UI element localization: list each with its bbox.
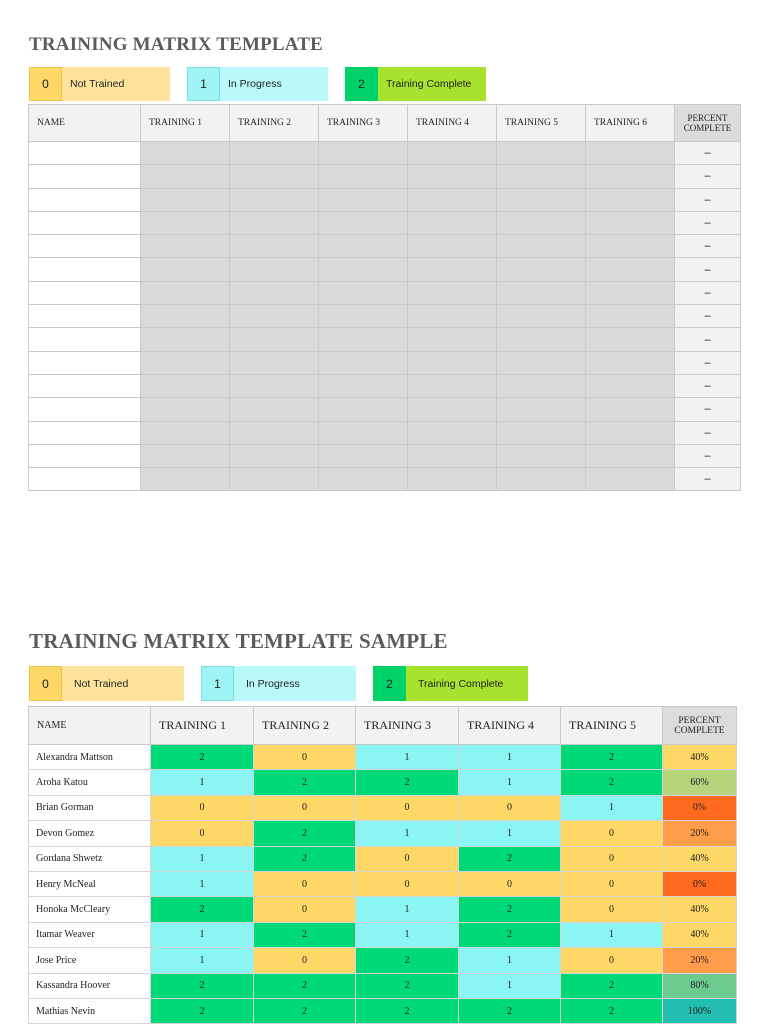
percent-complete-cell: 20% [663, 948, 737, 973]
training-2-cell[interactable] [230, 398, 319, 421]
training-4-cell[interactable] [408, 235, 497, 258]
percent-complete-cell: – [675, 165, 741, 188]
training-3-cell: 1 [356, 821, 459, 846]
training-3-cell[interactable] [319, 165, 408, 188]
training-3-cell[interactable] [319, 211, 408, 234]
training-6-cell[interactable] [586, 305, 675, 328]
sample-matrix-table [28, 706, 737, 1024]
percent-complete-cell: 0% [663, 871, 737, 896]
training-2-cell[interactable] [230, 211, 319, 234]
percent-complete-cell: – [675, 258, 741, 281]
training-5-cell: 1 [561, 922, 663, 947]
training-1-cell: 2 [151, 897, 254, 922]
training-4-cell[interactable] [408, 328, 497, 351]
training-1-cell[interactable] [141, 281, 230, 304]
training-2-cell[interactable] [230, 235, 319, 258]
legend-value: 0 [29, 67, 62, 101]
percent-complete-cell: – [675, 328, 741, 351]
legend-label: Training Complete [406, 666, 528, 701]
column-header-percent-complete: PERCENT COMPLETE [675, 105, 741, 142]
training-4-cell: 2 [459, 846, 561, 871]
name-cell: Alexandra Mattson [29, 745, 151, 770]
name-cell[interactable] [29, 421, 141, 444]
table-row [29, 258, 741, 281]
name-cell: Kassandra Hoover [29, 973, 151, 998]
training-1-cell: 1 [151, 871, 254, 896]
training-6-cell[interactable] [586, 281, 675, 304]
template-title: TRAINING MATRIX TEMPLATE [29, 34, 324, 55]
training-2-cell: 2 [254, 770, 356, 795]
training-5-cell[interactable] [497, 328, 586, 351]
sample-title: TRAINING MATRIX TEMPLATE SAMPLE [29, 629, 448, 653]
training-2-cell: 0 [254, 948, 356, 973]
training-1-cell: 2 [151, 973, 254, 998]
training-2-cell: 0 [254, 897, 356, 922]
name-cell: Jose Price [29, 948, 151, 973]
name-cell[interactable] [29, 165, 141, 188]
training-5-cell[interactable] [497, 211, 586, 234]
training-2-cell[interactable] [230, 305, 319, 328]
training-1-cell: 1 [151, 948, 254, 973]
training-5-cell: 1 [561, 795, 663, 820]
training-2-cell[interactable] [230, 258, 319, 281]
legend-training-complete [373, 666, 528, 701]
name-cell[interactable] [29, 351, 141, 374]
training-4-cell[interactable] [408, 142, 497, 165]
training-4-cell[interactable] [408, 374, 497, 397]
training-1-cell: 2 [151, 998, 254, 1023]
training-2-cell: 2 [254, 998, 356, 1023]
legend-value: 2 [373, 666, 406, 701]
training-5-cell[interactable] [497, 421, 586, 444]
training-5-cell[interactable] [497, 374, 586, 397]
column-header-name: NAME [29, 105, 141, 142]
table-row [29, 351, 741, 374]
name-cell[interactable] [29, 235, 141, 258]
training-6-cell[interactable] [586, 211, 675, 234]
training-2-cell[interactable] [230, 188, 319, 211]
table-row [29, 770, 737, 795]
column-header-name: NAME [29, 707, 151, 745]
name-cell: Brian Gorman [29, 795, 151, 820]
training-1-cell: 1 [151, 922, 254, 947]
column-header-training-3: TRAINING 3 [356, 707, 459, 745]
training-6-cell[interactable] [586, 398, 675, 421]
training-3-cell[interactable] [319, 351, 408, 374]
training-4-cell: 1 [459, 821, 561, 846]
training-4-cell[interactable] [408, 281, 497, 304]
training-6-cell[interactable] [586, 468, 675, 491]
training-4-cell: 1 [459, 770, 561, 795]
training-3-cell: 2 [356, 948, 459, 973]
training-5-cell: 2 [561, 745, 663, 770]
training-4-cell[interactable] [408, 258, 497, 281]
percent-complete-cell: 40% [663, 922, 737, 947]
training-6-cell[interactable] [586, 374, 675, 397]
training-6-cell[interactable] [586, 235, 675, 258]
name-cell: Itamar Weaver [29, 922, 151, 947]
legend-not-trained [29, 67, 170, 101]
training-5-cell[interactable] [497, 188, 586, 211]
training-1-cell[interactable] [141, 305, 230, 328]
percent-complete-cell: – [675, 305, 741, 328]
name-cell[interactable] [29, 281, 141, 304]
legend-value: 1 [187, 67, 220, 101]
percent-complete-cell: 100% [663, 998, 737, 1023]
training-1-cell[interactable] [141, 421, 230, 444]
training-3-cell[interactable] [319, 188, 408, 211]
table-row [29, 188, 741, 211]
training-6-cell[interactable] [586, 328, 675, 351]
training-1-cell: 2 [151, 745, 254, 770]
name-cell[interactable] [29, 142, 141, 165]
legend-label: In Progress [234, 666, 356, 701]
training-3-cell: 1 [356, 745, 459, 770]
name-cell: Aroha Katou [29, 770, 151, 795]
training-2-cell: 2 [254, 821, 356, 846]
table-header-row [29, 105, 741, 142]
table-row [29, 305, 741, 328]
training-1-cell[interactable] [141, 188, 230, 211]
training-1-cell: 0 [151, 821, 254, 846]
legend-label: In Progress [220, 67, 328, 101]
column-header-training-2: TRAINING 2 [254, 707, 356, 745]
training-2-cell[interactable] [230, 444, 319, 467]
name-cell[interactable] [29, 468, 141, 491]
table-row [29, 398, 741, 421]
legend-value: 2 [345, 67, 378, 101]
training-1-cell[interactable] [141, 444, 230, 467]
percent-complete-cell: – [675, 444, 741, 467]
column-header-training-1: TRAINING 1 [151, 707, 254, 745]
table-row [29, 281, 741, 304]
training-6-cell[interactable] [586, 188, 675, 211]
training-2-cell: 0 [254, 745, 356, 770]
legend-not-trained [29, 666, 184, 701]
column-header-training-4: TRAINING 4 [459, 707, 561, 745]
table-row [29, 328, 741, 351]
training-3-cell[interactable] [319, 281, 408, 304]
training-3-cell[interactable] [319, 235, 408, 258]
training-5-cell: 2 [561, 973, 663, 998]
training-3-cell[interactable] [319, 421, 408, 444]
column-header-training-4: TRAINING 4 [408, 105, 497, 142]
training-3-cell[interactable] [319, 305, 408, 328]
training-1-cell[interactable] [141, 351, 230, 374]
training-4-cell: 2 [459, 998, 561, 1023]
legend-label: Not Trained [62, 666, 184, 701]
table-row [29, 374, 741, 397]
training-5-cell[interactable] [497, 398, 586, 421]
training-5-cell: 2 [561, 998, 663, 1023]
training-1-cell: 1 [151, 846, 254, 871]
table-row [29, 165, 741, 188]
table-row [29, 897, 737, 922]
training-6-cell[interactable] [586, 165, 675, 188]
training-5-cell: 0 [561, 846, 663, 871]
training-6-cell[interactable] [586, 142, 675, 165]
training-4-cell[interactable] [408, 165, 497, 188]
name-cell[interactable] [29, 305, 141, 328]
training-5-cell: 0 [561, 948, 663, 973]
training-3-cell: 1 [356, 897, 459, 922]
training-4-cell[interactable] [408, 468, 497, 491]
column-header-training-3: TRAINING 3 [319, 105, 408, 142]
training-4-cell: 1 [459, 745, 561, 770]
name-cell: Gordana Shwetz [29, 846, 151, 871]
training-5-cell[interactable] [497, 468, 586, 491]
training-4-cell: 0 [459, 795, 561, 820]
training-5-cell: 2 [561, 770, 663, 795]
training-1-cell[interactable] [141, 258, 230, 281]
training-4-cell: 0 [459, 871, 561, 896]
table-row [29, 421, 741, 444]
table-header-row [29, 707, 737, 745]
training-5-cell: 0 [561, 897, 663, 922]
legend-label: Not Trained [62, 67, 170, 101]
name-cell[interactable] [29, 328, 141, 351]
training-2-cell[interactable] [230, 142, 319, 165]
training-2-cell[interactable] [230, 351, 319, 374]
percent-complete-cell: – [675, 351, 741, 374]
training-3-cell[interactable] [319, 444, 408, 467]
training-4-cell[interactable] [408, 421, 497, 444]
training-3-cell: 2 [356, 770, 459, 795]
training-1-cell: 1 [151, 770, 254, 795]
training-5-cell[interactable] [497, 165, 586, 188]
percent-complete-cell: – [675, 142, 741, 165]
percent-complete-cell: – [675, 211, 741, 234]
training-3-cell[interactable] [319, 258, 408, 281]
table-row [29, 444, 741, 467]
training-2-cell[interactable] [230, 468, 319, 491]
training-1-cell: 0 [151, 795, 254, 820]
percent-complete-cell: – [675, 235, 741, 258]
template-matrix-table [28, 104, 741, 491]
percent-complete-cell: 40% [663, 846, 737, 871]
name-cell: Honoka McCleary [29, 897, 151, 922]
training-6-cell[interactable] [586, 444, 675, 467]
percent-complete-cell: – [675, 468, 741, 491]
name-cell[interactable] [29, 374, 141, 397]
training-5-cell[interactable] [497, 235, 586, 258]
training-3-cell: 0 [356, 871, 459, 896]
training-1-cell[interactable] [141, 142, 230, 165]
training-5-cell[interactable] [497, 258, 586, 281]
column-header-training-6: TRAINING 6 [586, 105, 675, 142]
training-5-cell[interactable] [497, 444, 586, 467]
training-2-cell[interactable] [230, 374, 319, 397]
table-row [29, 998, 737, 1023]
training-1-cell[interactable] [141, 374, 230, 397]
training-3-cell[interactable] [319, 142, 408, 165]
training-5-cell: 0 [561, 821, 663, 846]
table-row [29, 142, 741, 165]
training-5-cell: 0 [561, 871, 663, 896]
name-cell: Devon Gomez [29, 821, 151, 846]
training-1-cell[interactable] [141, 165, 230, 188]
training-2-cell: 2 [254, 922, 356, 947]
training-4-cell[interactable] [408, 398, 497, 421]
training-1-cell[interactable] [141, 211, 230, 234]
training-3-cell: 1 [356, 922, 459, 947]
training-3-cell: 2 [356, 998, 459, 1023]
percent-complete-cell: 60% [663, 770, 737, 795]
column-header-percent-complete: PERCENT COMPLETE [663, 707, 737, 745]
training-2-cell[interactable] [230, 421, 319, 444]
percent-complete-cell: 40% [663, 745, 737, 770]
training-4-cell: 2 [459, 922, 561, 947]
training-2-cell: 0 [254, 871, 356, 896]
training-2-cell: 2 [254, 973, 356, 998]
training-3-cell[interactable] [319, 468, 408, 491]
training-5-cell[interactable] [497, 351, 586, 374]
training-3-cell: 0 [356, 846, 459, 871]
table-row [29, 745, 737, 770]
percent-complete-cell: 40% [663, 897, 737, 922]
percent-complete-cell: – [675, 374, 741, 397]
legend-value: 0 [29, 666, 62, 701]
column-header-training-1: TRAINING 1 [141, 105, 230, 142]
table-row [29, 922, 737, 947]
table-row [29, 948, 737, 973]
training-4-cell[interactable] [408, 305, 497, 328]
name-cell: Mathias Nevin [29, 998, 151, 1023]
percent-complete-cell: 80% [663, 973, 737, 998]
table-row [29, 846, 737, 871]
percent-complete-cell: – [675, 281, 741, 304]
training-6-cell[interactable] [586, 421, 675, 444]
training-4-cell: 2 [459, 897, 561, 922]
training-4-cell[interactable] [408, 188, 497, 211]
name-cell[interactable] [29, 258, 141, 281]
legend-in-progress [201, 666, 356, 701]
training-4-cell[interactable] [408, 444, 497, 467]
training-1-cell[interactable] [141, 398, 230, 421]
legend-label: Training Complete [378, 67, 486, 101]
training-4-cell[interactable] [408, 211, 497, 234]
training-1-cell[interactable] [141, 235, 230, 258]
training-3-cell[interactable] [319, 374, 408, 397]
training-6-cell[interactable] [586, 258, 675, 281]
table-row [29, 973, 737, 998]
name-cell: Henry McNeal [29, 871, 151, 896]
training-5-cell[interactable] [497, 305, 586, 328]
table-row [29, 468, 741, 491]
table-row [29, 211, 741, 234]
percent-complete-cell: 0% [663, 795, 737, 820]
training-4-cell[interactable] [408, 351, 497, 374]
legend-value: 1 [201, 666, 234, 701]
training-2-cell: 2 [254, 846, 356, 871]
training-3-cell: 2 [356, 973, 459, 998]
percent-complete-cell: – [675, 188, 741, 211]
training-3-cell[interactable] [319, 398, 408, 421]
training-5-cell[interactable] [497, 142, 586, 165]
training-2-cell[interactable] [230, 281, 319, 304]
training-6-cell[interactable] [586, 351, 675, 374]
training-2-cell: 0 [254, 795, 356, 820]
legend-in-progress [187, 67, 328, 101]
name-cell[interactable] [29, 211, 141, 234]
table-row [29, 871, 737, 896]
training-5-cell[interactable] [497, 281, 586, 304]
column-header-training-5: TRAINING 5 [497, 105, 586, 142]
training-4-cell: 1 [459, 948, 561, 973]
percent-complete-cell: – [675, 421, 741, 444]
legend-training-complete [345, 67, 486, 101]
column-header-training-5: TRAINING 5 [561, 707, 663, 745]
training-1-cell[interactable] [141, 468, 230, 491]
name-cell[interactable] [29, 398, 141, 421]
percent-complete-cell: – [675, 398, 741, 421]
training-4-cell: 1 [459, 973, 561, 998]
training-1-cell[interactable] [141, 328, 230, 351]
table-row [29, 821, 737, 846]
training-3-cell[interactable] [319, 328, 408, 351]
training-2-cell[interactable] [230, 328, 319, 351]
table-row [29, 235, 741, 258]
name-cell[interactable] [29, 188, 141, 211]
name-cell[interactable] [29, 444, 141, 467]
training-3-cell: 0 [356, 795, 459, 820]
training-2-cell[interactable] [230, 165, 319, 188]
column-header-training-2: TRAINING 2 [230, 105, 319, 142]
table-row [29, 795, 737, 820]
percent-complete-cell: 20% [663, 821, 737, 846]
